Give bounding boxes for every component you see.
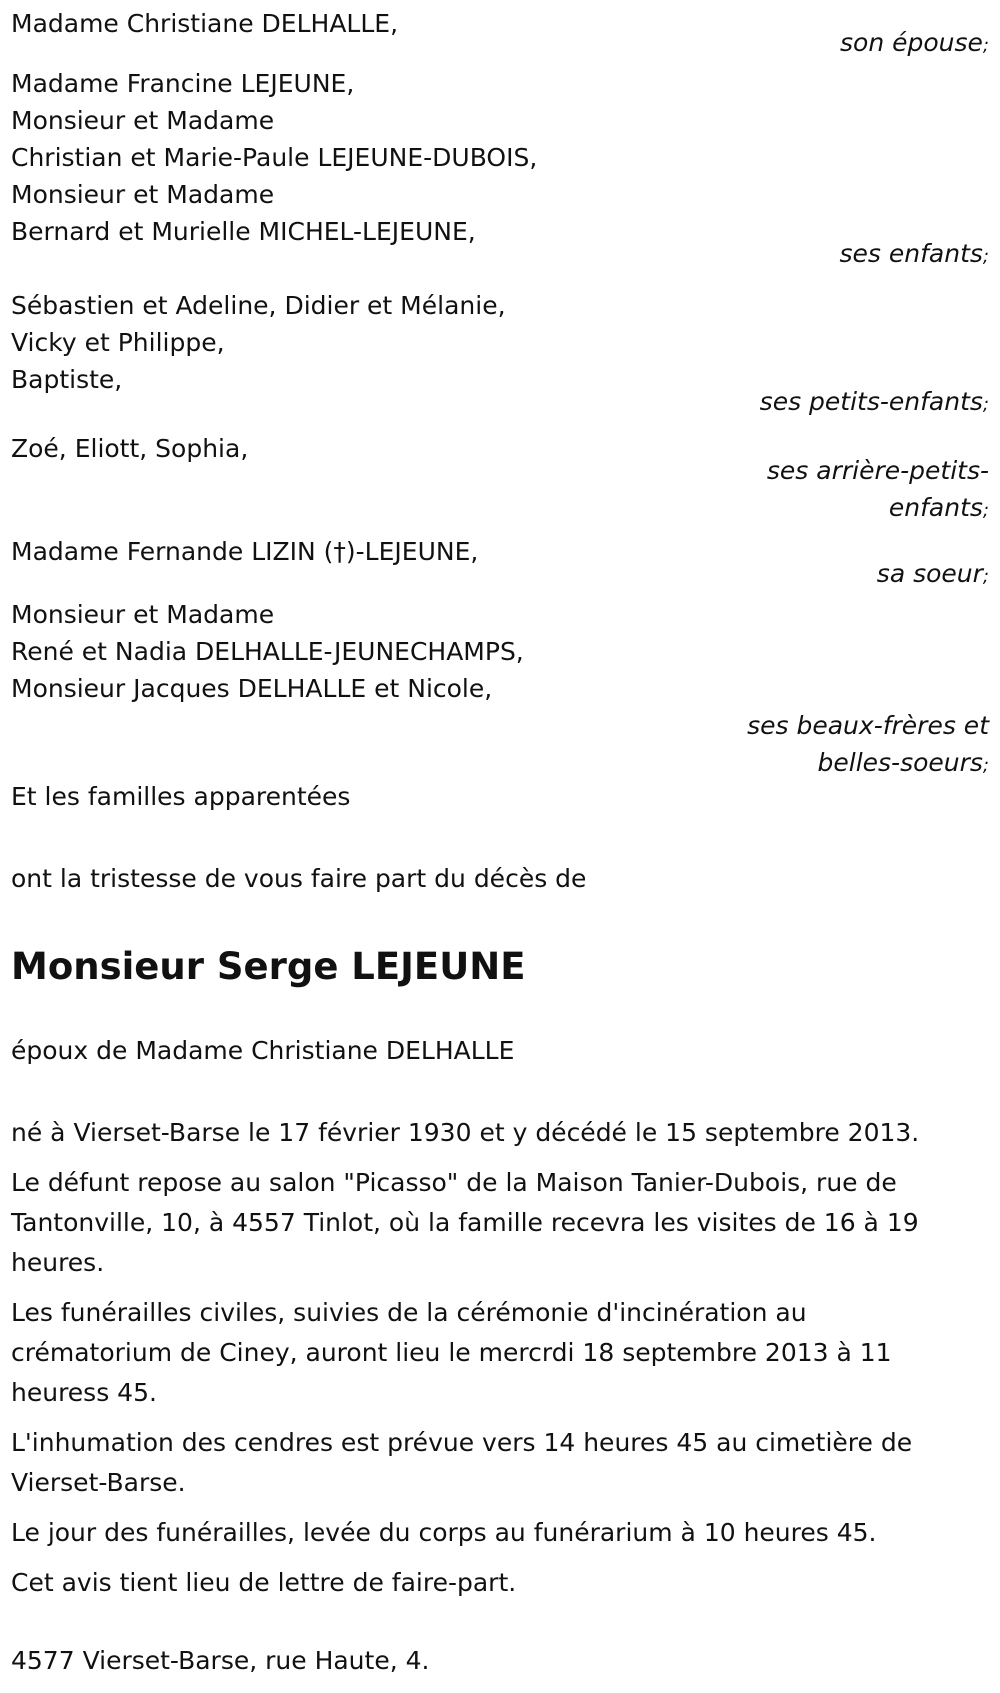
family-line: Monsieur et Madame: [11, 106, 275, 135]
relation-text: son épouse: [840, 28, 983, 57]
relation-text: ses petits-enfants: [759, 387, 983, 416]
visitation-paragraph: Le défunt repose au salon "Picasso" de la Maison Tanier-Dubois, rue de Tantonville, 10, à 4557 Tinlot, où la famille recevra les visites de 16 à 19 heures.: [11, 1168, 919, 1277]
relation-semicolon: ;: [982, 35, 989, 56]
relation-semicolon: ;: [982, 394, 989, 415]
family-line: Monsieur et Madame: [11, 600, 275, 629]
relation-label: [11, 382, 991, 425]
family-group-sister: [11, 532, 991, 595]
family-line: Monsieur et Madame: [11, 180, 275, 209]
family-line: Bernard et Murielle MICHEL-LEJEUNE,: [11, 217, 476, 246]
relation-label-line1: ses beaux-frères et: [747, 711, 989, 740]
relation-semicolon: ;: [982, 246, 989, 267]
notice-paragraph: Cet avis tient lieu de lettre de faire-part.: [11, 1568, 517, 1597]
family-line: Vicky et Philippe,: [11, 328, 225, 357]
family-line: Madame Francine LEJEUNE,: [11, 69, 355, 98]
relation-semicolon: ;: [982, 755, 989, 776]
announcement-text: ont la tristesse de vous faire part du décès de: [11, 864, 587, 893]
family-line: Christian et Marie-Paule LEJEUNE-DUBOIS,: [11, 143, 538, 172]
related-families: Et les familles apparentées: [11, 782, 351, 811]
family-group-great-grandchildren: [11, 429, 991, 532]
relation-semicolon: ;: [982, 566, 989, 587]
family-line: Zoé, Eliott, Sophia,: [11, 434, 249, 463]
relation-label: [11, 488, 991, 531]
relation-text: sa soeur: [876, 559, 983, 588]
deceased-spouse-of: époux de Madame Christiane DELHALLE: [11, 1036, 515, 1065]
deceased-name: Monsieur Serge LEJEUNE: [11, 945, 526, 988]
family-group-children: [11, 64, 991, 286]
birth-death-paragraph: né à Vierset-Barse le 17 février 1930 et y décédé le 15 septembre 2013.: [11, 1118, 920, 1147]
relation-text: enfants: [888, 493, 983, 522]
relation-text: belles-soeurs: [817, 748, 983, 777]
body-removal-paragraph: Le jour des funérailles, levée du corps au funérarium à 10 heures 45.: [11, 1518, 877, 1547]
family-line: Sébastien et Adeline, Didier et Mélanie,: [11, 291, 506, 320]
family-group-grandchildren: [11, 286, 991, 429]
family-address: 4577 Vierset-Barse, rue Haute, 4.: [11, 1646, 430, 1675]
funeral-paragraph: Les funérailles civiles, suivies de la cérémonie d'incinération au crématorium de Ciney, auront lieu le mercrdi 18 septembre 2013 à 11 heuress 45.: [11, 1298, 892, 1407]
relation-semicolon: ;: [982, 500, 989, 521]
relation-text: ses enfants: [839, 239, 983, 268]
relation-label-line1: ses arrière-petits-: [766, 456, 989, 485]
family-line: René et Nadia DELHALLE-JEUNECHAMPS,: [11, 637, 524, 666]
obituary-notice: [11, 4, 991, 1681]
family-group-spouse: [11, 4, 991, 62]
family-line: Monsieur Jacques DELHALLE et Nicole,: [11, 674, 493, 703]
family-line: Baptiste,: [11, 365, 123, 394]
family-group-in-laws: [11, 595, 991, 777]
inhumation-paragraph: L'inhumation des cendres est prévue vers 14 heures 45 au cimetière de Vierset-Barse.: [11, 1428, 913, 1497]
family-line: Madame Fernande LIZIN (†)-LEJEUNE,: [11, 537, 479, 566]
family-line: Madame Christiane DELHALLE,: [11, 9, 399, 38]
